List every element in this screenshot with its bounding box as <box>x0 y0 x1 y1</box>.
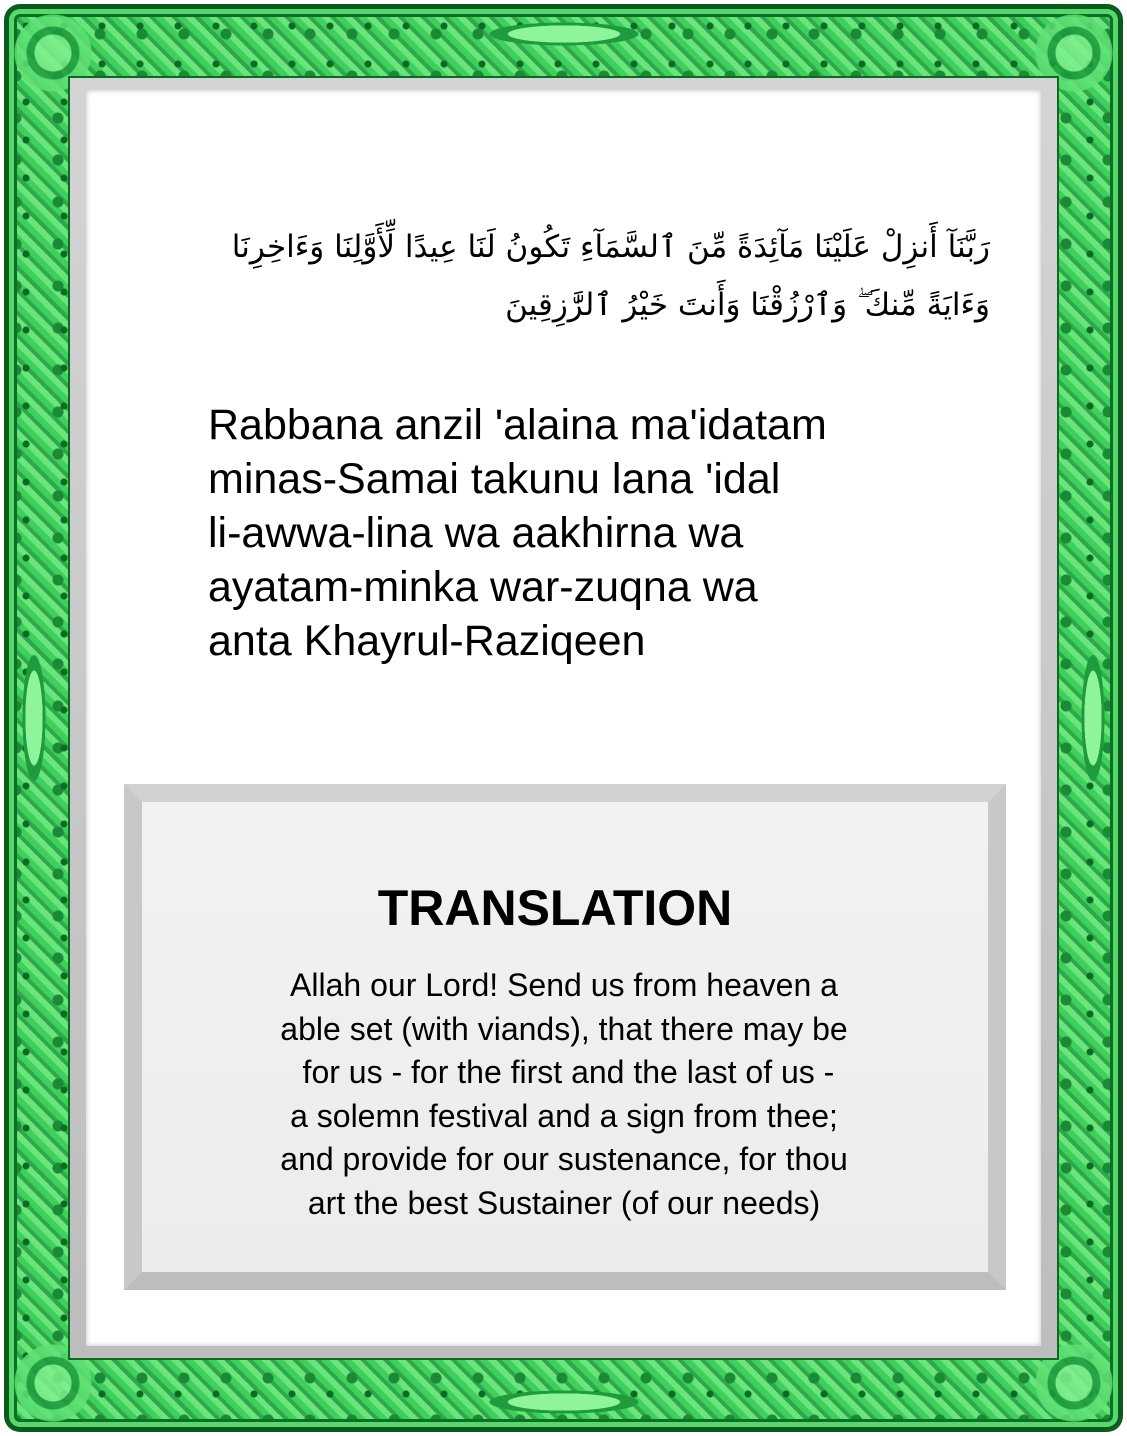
translation-line: art the best Sustainer (of our needs) <box>307 1184 821 1221</box>
transliteration-line: minas-Samai takunu lana 'idal <box>208 455 781 503</box>
frame-left-ornament-icon <box>14 608 54 828</box>
translation-line: Allah our Lord! Send us from heaven a <box>290 967 838 1003</box>
translation-line: a solemn festival and a sign from thee; <box>290 1097 838 1134</box>
translation-heading: TRANSLATION <box>377 880 733 936</box>
transliteration-line: Rabbana anzil 'alaina ma'idatam <box>208 401 827 449</box>
transliteration-line: ayatam-minka war-zuqna wa <box>208 563 758 611</box>
arabic-dua <box>110 218 990 334</box>
translation-box <box>124 784 1006 1290</box>
frame-bottom-ornament-icon <box>434 1382 694 1422</box>
translation-line: able set (with viands), that there may be <box>280 1010 848 1047</box>
frame-right-ornament-icon <box>1073 608 1113 828</box>
arabic-line-1: رَبَّنَآ أَنزِلْ عَلَيْنَا مَآئِدَةً مِّنَ ٱلسَّمَآءِ تَكُونُ لَنَا عِيدًا لِّأَوَّلِنَا وَءَاخِرِنَا <box>231 229 990 265</box>
arabic-line-2: وَءَايَةً مِّنكَ ۖ وَٱرْزُقْنَا وَأَنتَ خَيْرُ ٱلرَّٰزِقِينَ <box>505 287 990 323</box>
frame-top-ornament-icon <box>434 14 694 54</box>
translation-line: for us - for the first and the last of us - <box>293 1054 835 1090</box>
transliteration-block <box>208 398 968 668</box>
transliteration-line: anta Khayrul-Raziqeen <box>208 617 646 665</box>
translation-line: and provide for our sustenance, for thou <box>280 1141 848 1177</box>
transliteration-line: li-awwa-lina wa aakhirna wa <box>208 509 744 557</box>
translation-text <box>124 964 1004 1225</box>
